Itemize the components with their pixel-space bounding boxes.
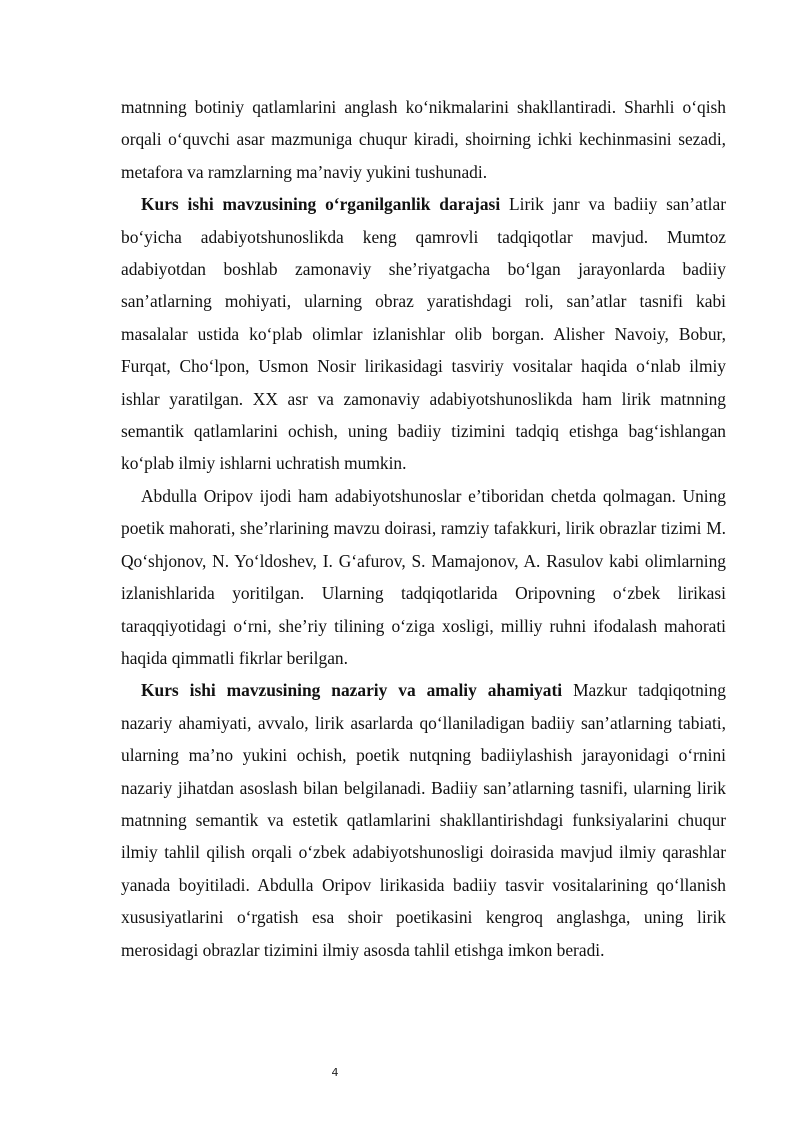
paragraph-text: matnning botiniy qatlamlarini anglash ko‘nikmalarini shakllantiradi. Sharhli o‘qish orqali o‘quvchi asar mazmuniga chuqur kiradi, shoirning ichki kechinmasini sezadi, metafora va ramzlarning ma’naviy yukini tushunadi.: [121, 97, 726, 182]
page-body: [121, 91, 726, 966]
paragraph-significance: [121, 674, 726, 966]
section-heading-research-level: Kurs ishi mavzusining o‘rganilganlik darajasi: [141, 194, 501, 215]
page-number: 4: [331, 1066, 339, 1079]
paragraph-research-level: [121, 188, 726, 480]
paragraph-text: Mazkur tadqiqotning nazariy ahamiyati, avvalo, lirik asarlarda qo‘llaniladigan badiiy san’atlarning tabiati, ularning ma’no yukini ochish, poetik nutqning badiiylashish jarayonidagi o‘rnini nazariy jihatdan asoslash bilan belgilanadi. Badiiy san’atlarning tasnifi, ularning lirik matnning semantik va estetik qatlamlarini shakllantirishdagi funksiyalarini chuqur ilmiy tahlil qilish orqali o‘zbek adabiyotshunosligi doirasida mavjud ilmiy qarashlar yanada boyitiladi. Abdulla Oripov lirikasida badiiy tasvir vositalarining qo‘llanish xususiyatlarini o‘rgatish esa shoir poetikasini kengroq anglashga, uning lirik merosidagi obrazlar tizimini ilmiy asosda tahlil etishga imkon beradi.: [121, 680, 726, 960]
paragraph-text: Lirik janr va badiiy san’atlar bo‘yicha adabiyotshunoslikda keng qamrovli tadqiqotlar mavjud. Mumtoz adabiyotdan boshlab zamonaviy she’riyatgacha bo‘lgan jarayonlarda badiiy san’atlarning mohiyati, ularning obraz yaratishdagi roli, san’atlar tasnifi kabi masalalar ustida ko‘plab olimlar izlanishlar olib borgan. Alisher Navoiy, Bobur, Furqat, Cho‘lpon, Usmon Nosir lirikasidagi tasviriy vositalar haqida o‘nlab ilmiy ishlar yaratilgan. XX asr va zamonaviy adabiyotshunoslikda ham lirik matnning semantik qatlamlarini ochish, uning badiiy tizimini tadqiq etishga bag‘ishlangan ko‘plab ilmiy ishlarni uchratish mumkin.: [121, 194, 726, 474]
paragraph-text: Abdulla Oripov ijodi ham adabiyotshunoslar e’tiboridan chetda qolmagan. Uning poetik mahorati, she’rlarining mavzu doirasi, ramziy tafakkuri, lirik obrazlar tizimi M. Qo‘shjonov, N. Yo‘ldoshev, I. G‘afurov, S. Mamajonov, A. Rasulov kabi olimlarning izlanishlarida yoritilgan. Ularning tadqiqotlarida Oripovning o‘zbek lirikasi taraqqiyotidagi o‘rni, she’riy tilining o‘ziga xosligi, milliy ruhni ifodalash mahorati haqida qimmatli fikrlar berilgan.: [121, 485, 726, 668]
paragraph-oripov-studies: [121, 480, 726, 674]
paragraph-continuation: [121, 91, 726, 188]
section-heading-significance: Kurs ishi mavzusining nazariy va amaliy ahamiyati: [141, 680, 563, 701]
